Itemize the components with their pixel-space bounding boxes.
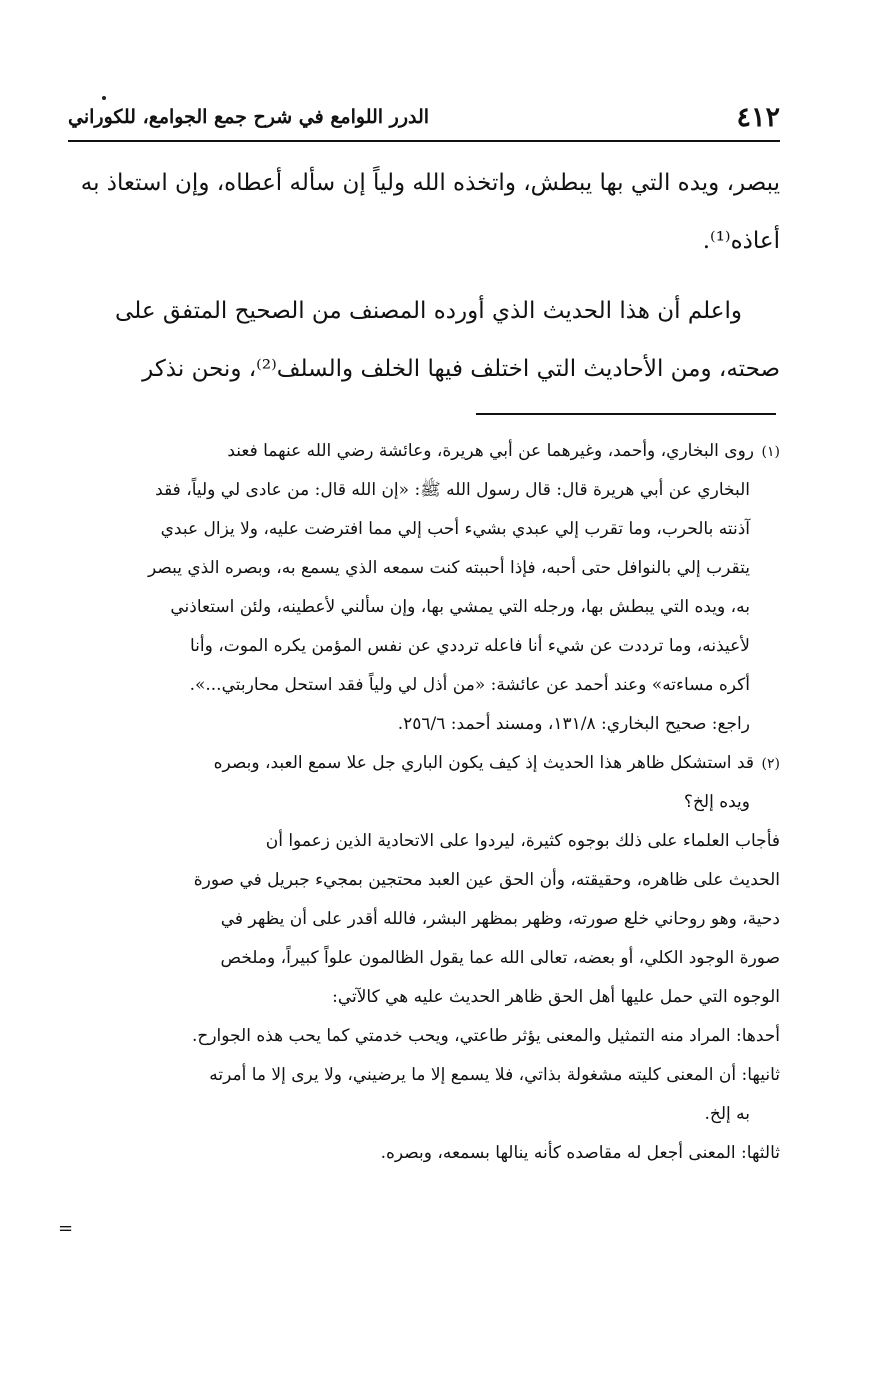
main-text xyxy=(68,154,780,398)
footnote-line: ويده إلخ؟ xyxy=(683,792,750,812)
footnote-line: الوجوه التي حمل عليها أهل الحق ظاهر الحديث عليه هي كالآتي: xyxy=(332,987,780,1007)
footnote-1 xyxy=(60,432,780,744)
footnote-line: صورة الوجود الكلي، أو بعضه، تعالى الله عما يقول الظالمون علواً كبيراً، وملخص xyxy=(220,948,780,968)
footnote-line: أكره مساءته» وعند أحمد عن عائشة: «من أذل لي ولياً فقد استحل محاربتي...». xyxy=(189,675,750,695)
footnote-line: (١)روى البخاري، وأحمد، وغيرهما عن أبي هريرة، وعائشة رضي الله عنهما فعند xyxy=(60,432,780,471)
footnote-line: راجع: صحيح البخاري: ١٣١/٨، ومسند أحمد: ٢٥٦/٦. xyxy=(397,714,750,734)
footnote-line: به إلخ. xyxy=(704,1104,750,1124)
header-rule xyxy=(68,140,780,142)
footnote-line: فأجاب العلماء على ذلك بوجوه كثيرة، ليردوا على الاتحادية الذين زعموا أن xyxy=(265,831,780,851)
footnote-line: (٢)قد استشكل ظاهر هذا الحديث إذ كيف يكون الباري جل علا سمع العبد، وبصره xyxy=(60,744,780,783)
footnote-line: دحية، وهو روحاني خلع صورته، وظهر بمظهر البشر، فالله أقدر على أن يظهر في xyxy=(220,909,780,929)
page-header xyxy=(68,100,780,134)
continuation-mark: = xyxy=(58,1218,74,1239)
footnote-line: به، ويده التي يبطش بها، ورجله التي يمشي بها، وإن سألني لأعطينه، ولئن استعاذني xyxy=(170,597,750,617)
text-line: واعلم أن هذا الحديث الذي أورده المصنف من الصحيح المتفق على xyxy=(115,298,742,324)
footnote-line: يتقرب إلي بالنوافل حتى أحبه، فإذا أحببته كنت سمعه الذي يسمع به، وبصره الذي يبصر xyxy=(147,558,750,578)
text-line: صحته، ومن الأحاديث التي اختلف فيها الخلف والسلف⁽²⁾، ونحن نذكر xyxy=(142,356,780,382)
footnote-marker: (١) xyxy=(761,444,780,460)
paragraph-1 xyxy=(68,154,780,270)
running-title: الدرر اللوامع في شرح جمع الجوامع، للكوراني xyxy=(68,106,430,128)
footnote-line: الحديث على ظاهره، وحقيقته، وأن الحق عين العبد محتجين بمجيء جبريل في صورة xyxy=(193,870,780,890)
footnote-2 xyxy=(60,744,780,1173)
footnote-rule xyxy=(476,413,776,415)
footnote-line: ثانيها: أن المعنى كليته مشغولة بذاتي، فلا يسمع إلا ما يرضيني، ولا يرى إلا ما أمرته xyxy=(209,1065,780,1085)
footnote-line: ثالثها: المعنى أجعل له مقاصده كأنه ينالها بسمعه، وبصره. xyxy=(380,1143,780,1163)
footnote-line: آذنته بالحرب، وما تقرب إلي عبدي بشيء أحب إلي مما افترضت عليه، ولا يزال عبدي xyxy=(160,519,750,539)
footnote-line: أحدها: المراد منه التمثيل والمعنى يؤثر طاعتي، ويحب خدمتي كما يحب هذه الجوارح. xyxy=(191,1026,780,1046)
page-number: ٤١٢ xyxy=(736,101,780,133)
text-line: يبصر، ويده التي بها يبطش، واتخذه الله ولياً إن سأله أعطاه، وإن استعاذ به xyxy=(80,170,780,196)
footnote-line: البخاري عن أبي هريرة قال: قال رسول الله ﷺ: «إن الله قال: من عادى لي ولياً، فقد xyxy=(155,480,750,500)
footnote-line: لأعيذنه، وما ترددت عن شيء أنا فاعله ترددي عن نفس المؤمن يكره الموت، وأنا xyxy=(189,636,750,656)
paragraph-2 xyxy=(68,282,780,398)
footnotes xyxy=(60,432,780,1173)
footnote-marker: (٢) xyxy=(761,756,780,772)
text-line: أعاذه⁽¹⁾. xyxy=(702,228,780,254)
